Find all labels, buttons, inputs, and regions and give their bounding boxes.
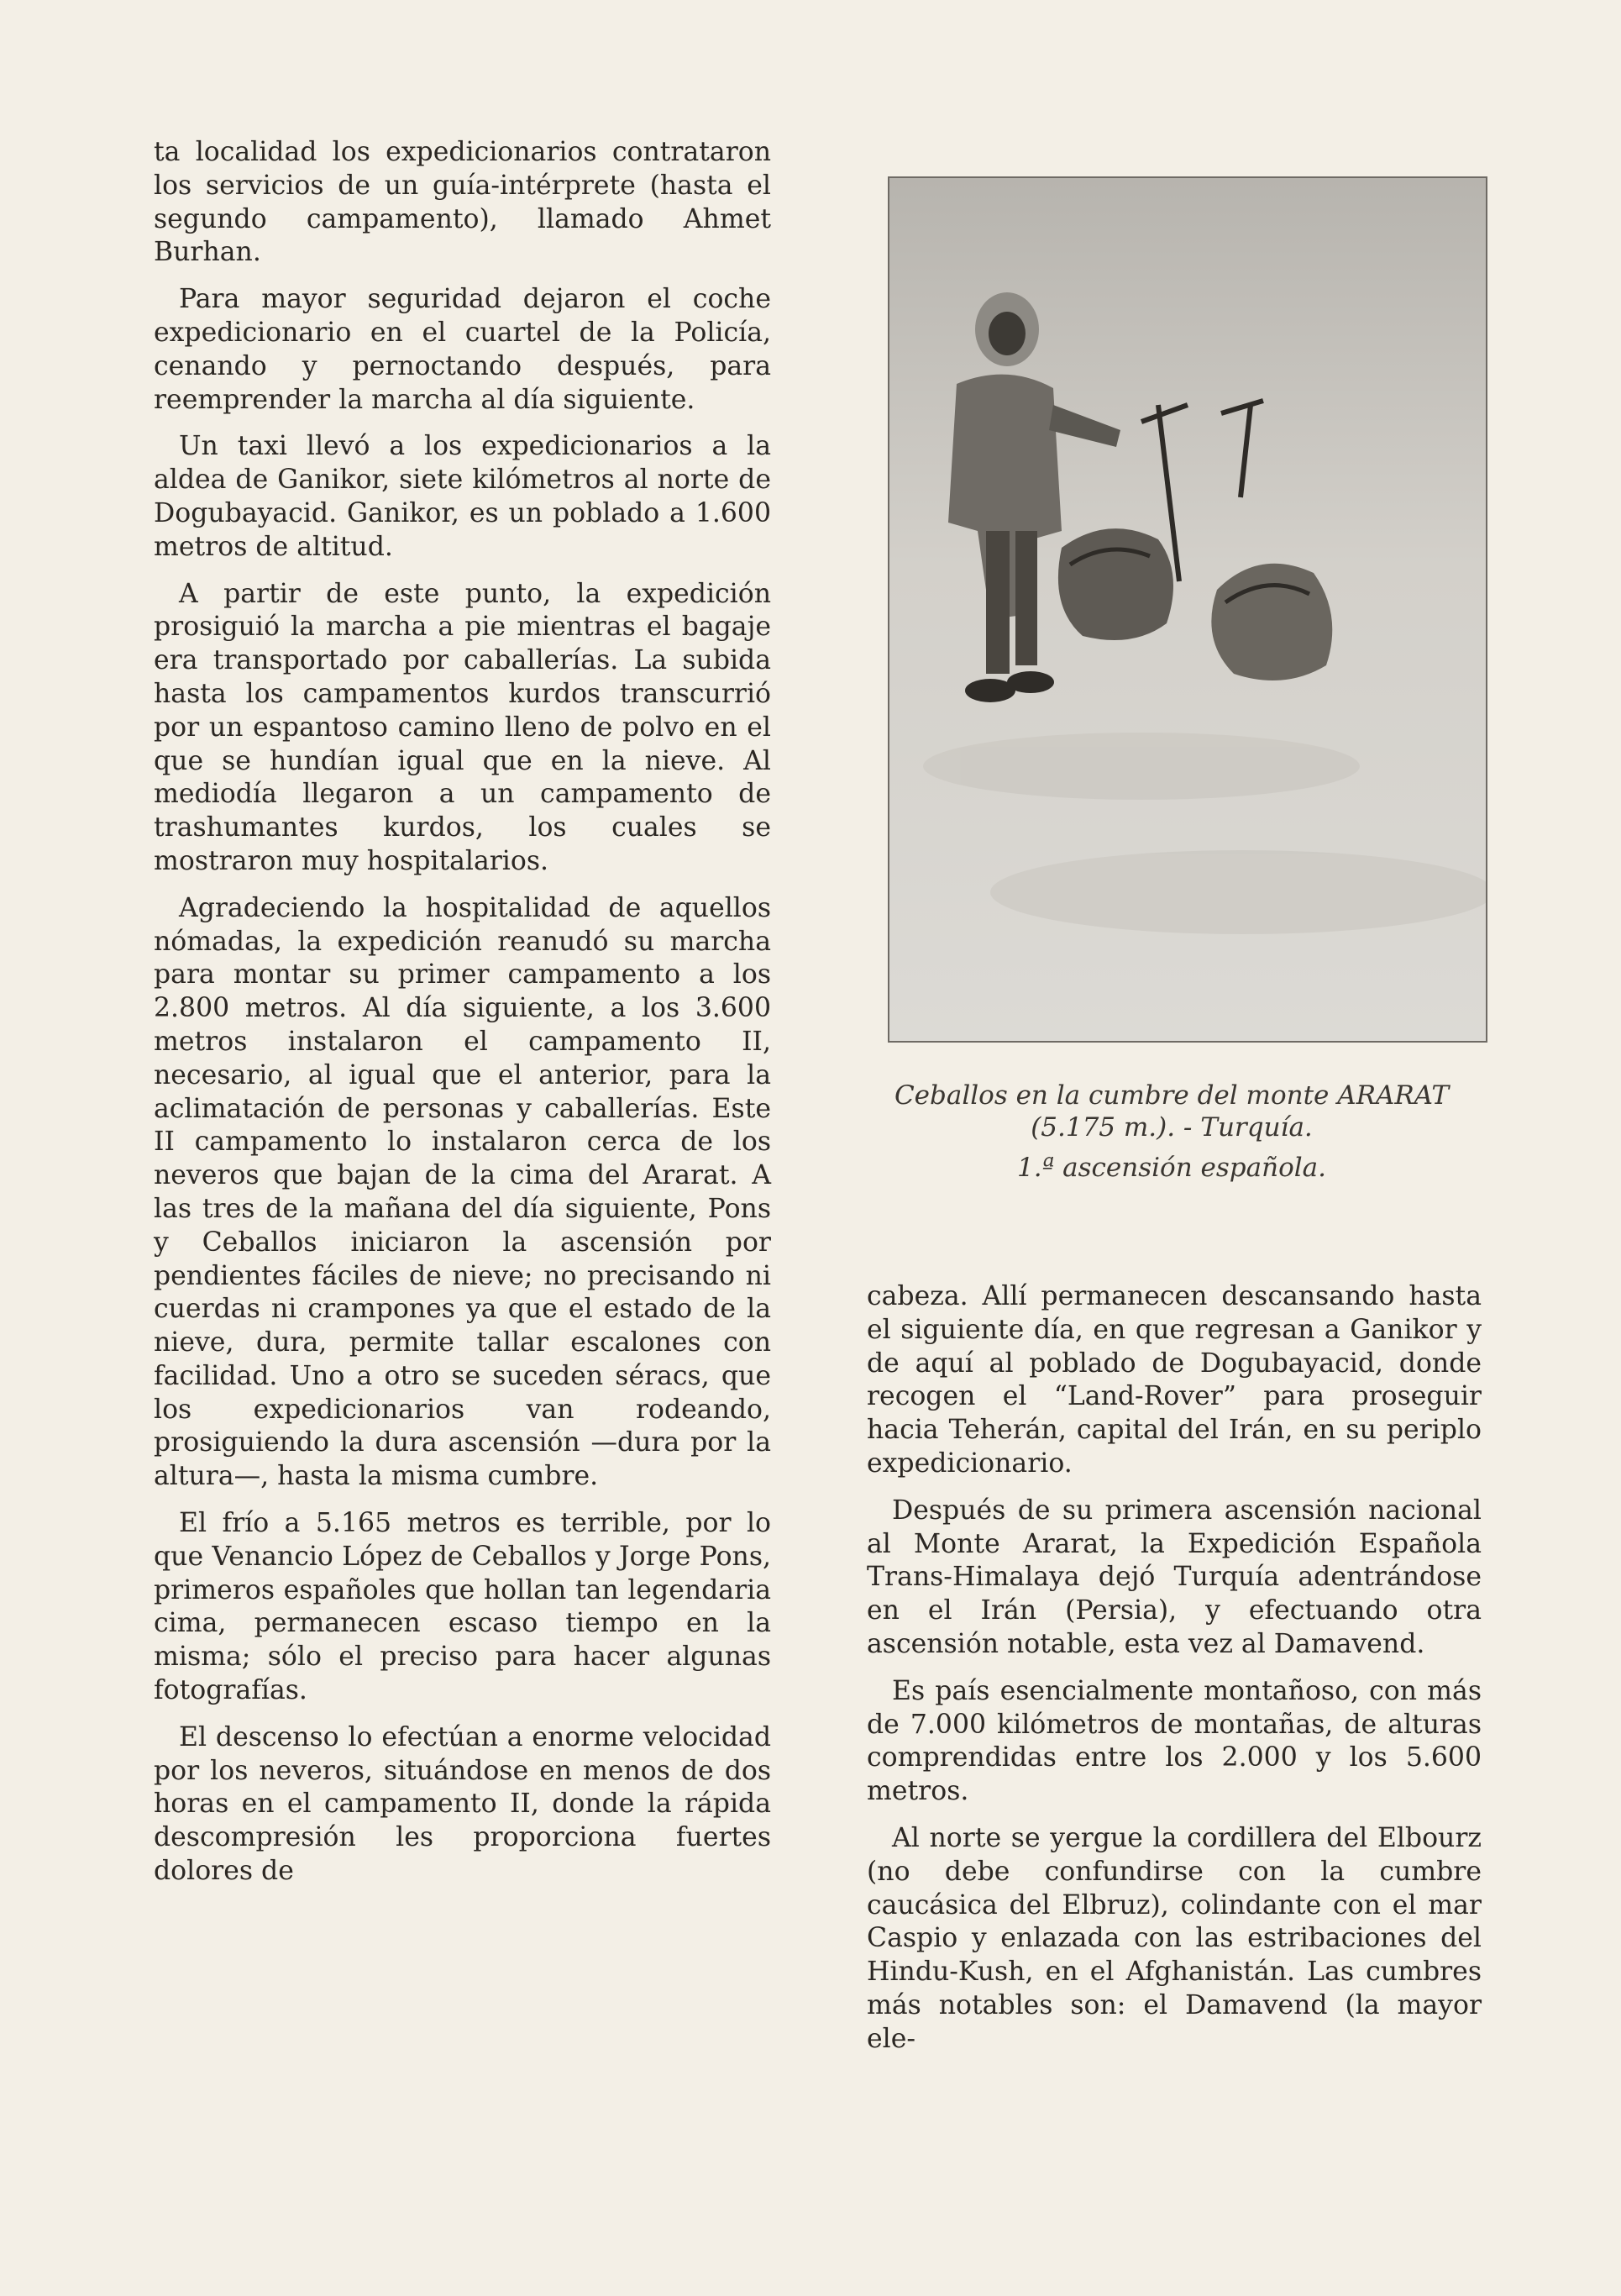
paragraph: cabeza. Allí permanecen descansando hasta el siguiente día, en que regresan a Ganikor y de aquí al poblado de Dogubayacid, donde recogen el “Land-Rover” para proseguir hacia Teherán, capital del Irán, en su periplo expedicionario.	[867, 1281, 1482, 1479]
paragraph: A partir de este punto, la expedición prosiguió la marcha a pie mientras el bagaje era transportado por caballerías. La subida hasta los campamentos kurdos transcurrió por un espantoso camino lleno de polvo en el que se hundían igual que en la nieve. Al mediodía llegaron a un campamento de trashumantes kurdos, los cuales se mostraron muy hospitalarios.	[154, 578, 771, 876]
summit-photo-drawing	[889, 178, 1486, 1041]
paragraph: El descenso lo efectúan a enorme velocidad por los neveros, situándose en menos de dos horas en el campamento II, donde la rápida descompresión les proporciona fuertes dolores de	[154, 1721, 771, 1887]
caption-subtitle: 1.ª ascensión española.	[1017, 1153, 1326, 1183]
paragraph: El frío a 5.165 metros es terrible, por lo que Venancio López de Ceballos y Jorge Pons, primeros españoles que hollan tan legendaria cima, permanecen escaso tiempo en la misma; sólo el preciso para hacer algunas fotografías.	[154, 1508, 771, 1706]
paragraph: Un taxi llevó a los expedicionarios a la aldea de Ganikor, siete kilómetros al norte de Dogubayacid. Ganikor, es un poblado a 1.600 metros de altitud.	[154, 431, 771, 562]
photo-caption	[848, 1080, 1495, 1184]
paragraph: Es país esencialmente montañoso, con más de 7.000 kilómetros de montañas, de alturas comprendidas entre los 2.000 y los 5.600 metros.	[867, 1675, 1482, 1807]
caption-title: Ceballos en la cumbre del monte ARARAT (5.175 m.). - Turquía.	[894, 1080, 1450, 1143]
paragraph: ta localidad los expedicionarios contrataron los servicios de un guía-intérprete (hasta el segundo campamento), llamado Ahmet Burhan.	[154, 137, 771, 268]
right-text-column	[867, 1280, 1482, 2070]
left-text-column	[154, 136, 771, 1902]
paragraph: Al norte se yergue la cordillera del Elbourz (no debe confundirse con la cumbre caucásica del Elbruz), colindante con el mar Caspio y enlazada con las estribaciones del Hindu-Kush, en el Afghanistán. Las cumbres más notables son: el Damavend (la mayor ele-	[867, 1822, 1482, 2054]
paragraph: Para mayor seguridad dejaron el coche expedicionario en el cuartel de la Policía, cenando y pernoctando después, para reemprender la marcha al día siguiente.	[154, 284, 771, 415]
summit-photo	[888, 176, 1487, 1043]
paragraph: Agradeciendo la hospitalidad de aquellos nómadas, la expedición reanudó su marcha para montar su primer campamento a los 2.800 metros. Al día siguiente, a los 3.600 metros instalaron el campamento II, necesario, al igual que el anterior, para la aclimatación de personas y caballerías. Este II campamento lo instalaron cerca de los neveros que bajan de la cima del Ararat. A las tres de la mañana del día siguiente, Pons y Ceballos iniciaron la ascensión por pendientes fáciles de nieve; no precisando ni cuerdas ni crampones ya que el estado de la nieve, dura, permite tallar escalones con facilidad. Uno a otro se suceden séracs, que los expedicionarios van rodeando, prosiguiendo la dura ascensión —dura por la altura—, hasta la misma cumbre.	[154, 892, 771, 1492]
paragraph: Después de su primera ascensión nacional al Monte Ararat, la Expedición Española Trans-Himalaya dejó Turquía adentrándose en el Irán (Persia), y efectuando otra ascensión notable, esta vez al Damavend.	[867, 1495, 1482, 1659]
